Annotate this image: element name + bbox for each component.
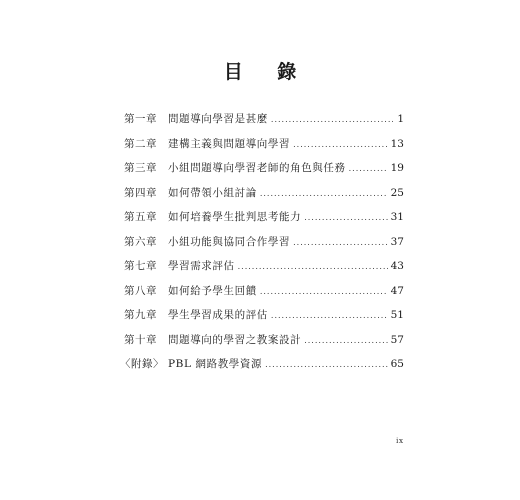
toc-entry-10[interactable] [124, 333, 404, 358]
toc-entry-9[interactable] [124, 308, 404, 333]
toc-chapter-title: 小組問題導向學習老師的角色與任務 [168, 162, 346, 174]
toc-chapter-label: 第八章 [124, 284, 157, 297]
toc-page-number: 47 [390, 284, 404, 297]
toc-chapter-title: 如何給予學生回饋 [168, 284, 257, 297]
toc-chapter-label: 第四章 [124, 186, 157, 199]
toc-entry-3[interactable] [124, 161, 404, 186]
toc-page-number: 13 [390, 137, 404, 150]
toc-page-number: 65 [390, 358, 404, 370]
toc-entry-8[interactable] [124, 284, 404, 309]
toc-chapter-title: 建構主義與問題導向學習 [168, 137, 291, 150]
toc-page-number: 1 [397, 113, 404, 125]
toc-chapter-label: 第十章 [124, 333, 157, 346]
table-of-contents [120, 112, 404, 382]
dot-leader [238, 260, 388, 274]
toc-chapter-label: 第九章 [124, 309, 157, 321]
toc-entry-1[interactable] [124, 112, 404, 137]
toc-entry-2[interactable] [124, 137, 404, 162]
toc-chapter-label: 第一章 [124, 113, 157, 125]
toc-chapter-title: 問題導向學習是甚麼 [168, 113, 268, 125]
toc-entry-appendix[interactable] [120, 357, 404, 382]
toc-chapter-label: 第二章 [124, 137, 157, 150]
dot-leader [260, 285, 388, 299]
toc-page-number: 57 [390, 333, 404, 346]
dot-leader [349, 162, 388, 176]
dot-leader [293, 138, 388, 152]
toc-page-number: 31 [390, 211, 404, 223]
dot-leader [293, 236, 388, 250]
toc-chapter-title: 問題導向的學習之教案設計 [168, 333, 302, 346]
toc-chapter-title: 學生學習成果的評估 [168, 309, 268, 321]
dot-leader [271, 113, 393, 127]
toc-appendix-title: PBL 網路教學資源 [168, 358, 263, 370]
toc-page-number: 43 [390, 260, 404, 272]
toc-chapter-title: 學習需求評估 [168, 260, 235, 272]
toc-page-number: 25 [390, 186, 404, 199]
toc-chapter-label: 第三章 [124, 162, 157, 174]
dot-leader [260, 187, 388, 201]
toc-page-number: 19 [390, 162, 404, 174]
toc-entry-7[interactable] [124, 259, 404, 284]
toc-chapter-title: 如何培養學生批判思考能力 [168, 211, 302, 223]
page-title: 目 錄 [223, 61, 311, 83]
dot-leader [271, 309, 388, 323]
dot-leader [304, 211, 387, 225]
toc-chapter-label: 第五章 [124, 211, 157, 223]
toc-entry-5[interactable] [124, 210, 404, 235]
toc-page-number: 51 [390, 309, 404, 321]
toc-appendix-label: 〈附錄〉 [120, 358, 164, 370]
toc-chapter-title: 小組功能與協同合作學習 [168, 235, 291, 248]
toc-chapter-label: 第六章 [124, 235, 157, 248]
dot-leader [304, 334, 387, 348]
dot-leader [265, 358, 388, 372]
toc-page-number: 37 [390, 235, 404, 248]
toc-entry-6[interactable] [124, 235, 404, 260]
toc-entry-4[interactable] [124, 186, 404, 211]
toc-chapter-label: 第七章 [124, 260, 157, 272]
toc-chapter-title: 如何帶領小組討論 [168, 186, 257, 199]
page-folio: ix [396, 436, 404, 445]
